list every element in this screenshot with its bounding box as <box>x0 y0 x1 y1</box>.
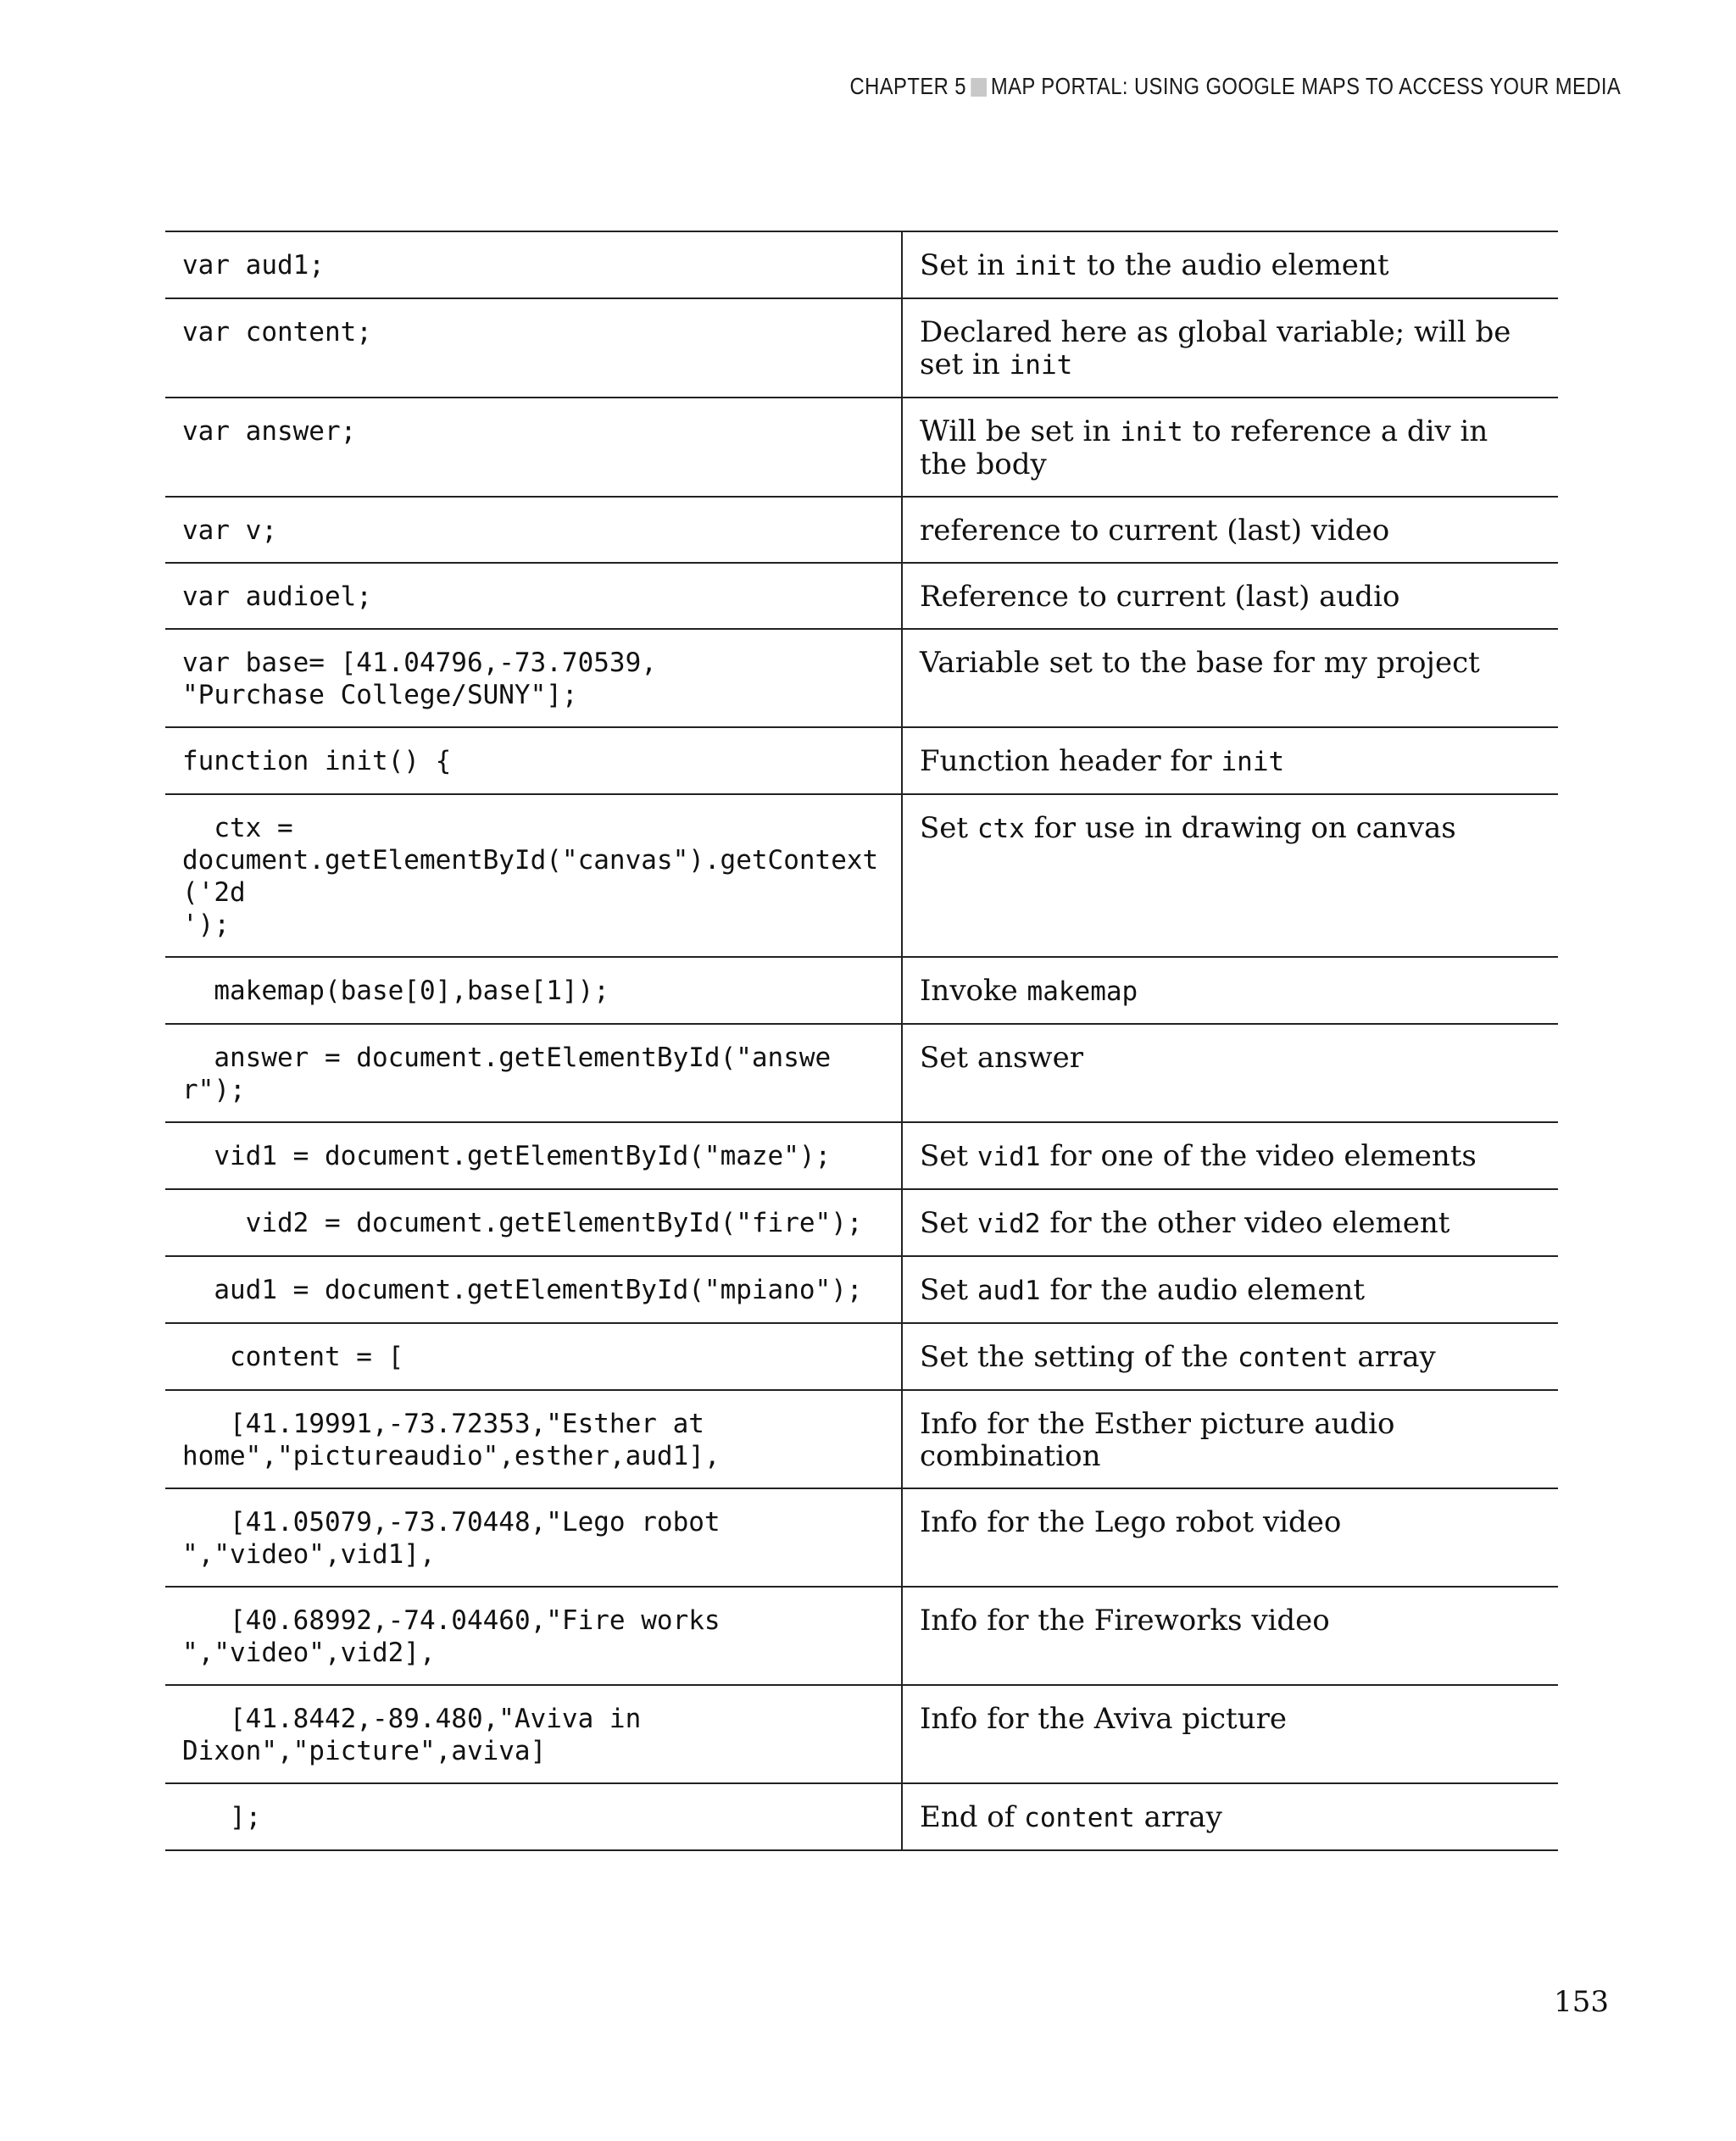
code-cell: [40.68992,-74.04460,"Fire works ","video",vid2], <box>165 1587 902 1685</box>
code-cell: function init() { <box>165 727 902 794</box>
description-text: Set the setting of the <box>920 1340 1238 1374</box>
description-text: to the audio element <box>1077 248 1389 282</box>
inline-code: init <box>1009 350 1073 381</box>
table-body <box>165 231 1558 1850</box>
description-text: Will be set in <box>920 414 1121 448</box>
code-cell: aud1 = document.getElementById("mpiano"); <box>165 1256 902 1323</box>
table-row <box>165 298 1558 398</box>
table-row <box>165 1783 1558 1850</box>
description-text: Function header for <box>920 744 1221 778</box>
inline-code: content <box>1024 1803 1135 1833</box>
description-text: Info for the Aviva picture <box>920 1702 1287 1736</box>
code-cell: content = [ <box>165 1323 902 1390</box>
description-text: array <box>1348 1340 1436 1374</box>
inline-code: makemap <box>1027 976 1138 1007</box>
description-cell <box>902 957 1558 1024</box>
table-row <box>165 231 1558 298</box>
inline-code: aud1 <box>976 1276 1041 1306</box>
description-cell <box>902 1587 1558 1685</box>
page-number: 153 <box>1554 1985 1609 2019</box>
description-text: Info for the Lego robot video <box>920 1505 1342 1539</box>
table-row <box>165 1189 1558 1256</box>
description-cell <box>902 1323 1558 1390</box>
description-text: Set <box>920 1206 977 1240</box>
description-text: Info for the Fireworks video <box>920 1604 1330 1638</box>
description-cell <box>902 1390 1558 1488</box>
description-cell <box>902 563 1558 629</box>
description-text: Set answer <box>920 1041 1083 1075</box>
code-cell: ctx = document.getElementById("canvas").getContext('2d '); <box>165 794 902 957</box>
inline-code: content <box>1237 1343 1349 1373</box>
chapter-label: CHAPTER 5 <box>849 73 966 99</box>
separator-square-icon <box>971 78 987 97</box>
table-row <box>165 1587 1558 1685</box>
running-header <box>849 73 1621 100</box>
description-text: for the audio element <box>1040 1273 1366 1307</box>
code-cell: [41.19991,-73.72353,"Esther at home","pictureaudio",esther,aud1], <box>165 1390 902 1488</box>
table-row <box>165 497 1558 563</box>
description-cell <box>902 497 1558 563</box>
description-text: Reference to current (last) audio <box>920 580 1400 614</box>
code-cell: var v; <box>165 497 902 563</box>
description-text: array <box>1134 1800 1222 1834</box>
description-cell <box>902 1685 1558 1783</box>
description-text: Invoke <box>920 974 1027 1008</box>
table-row <box>165 1122 1558 1189</box>
code-cell: [41.05079,-73.70448,"Lego robot ","video",vid1], <box>165 1488 902 1587</box>
code-cell: var answer; <box>165 398 902 497</box>
description-text: to reference a div in the body <box>920 414 1488 481</box>
table-row <box>165 727 1558 794</box>
code-cell: var content; <box>165 298 902 398</box>
table-row <box>165 1685 1558 1783</box>
inline-code: init <box>1120 417 1183 448</box>
description-text: Set in <box>920 248 1015 282</box>
code-cell: ]; <box>165 1783 902 1850</box>
code-cell: vid2 = document.getElementById("fire"); <box>165 1189 902 1256</box>
table-row <box>165 794 1558 957</box>
code-cell: vid1 = document.getElementById("maze"); <box>165 1122 902 1189</box>
description-text: Set <box>920 1273 977 1307</box>
chapter-title: MAP PORTAL: USING GOOGLE MAPS TO ACCESS YOUR MEDIA <box>990 73 1621 99</box>
table-row <box>165 1488 1558 1587</box>
inline-code: vid1 <box>976 1142 1041 1172</box>
table-row <box>165 1390 1558 1488</box>
description-text: Set <box>920 811 977 845</box>
description-cell <box>902 398 1558 497</box>
description-text: Variable set to the base for my project <box>920 646 1480 680</box>
description-cell <box>902 727 1558 794</box>
inline-code: init <box>1221 747 1285 777</box>
description-text: reference to current (last) video <box>920 514 1390 548</box>
description-cell <box>902 1256 1558 1323</box>
description-text: Set <box>920 1139 977 1173</box>
description-cell <box>902 1189 1558 1256</box>
description-cell <box>902 1122 1558 1189</box>
description-text: Declared here as global variable; will be set in <box>920 315 1511 381</box>
description-cell <box>902 1488 1558 1587</box>
description-cell <box>902 1024 1558 1122</box>
description-text: for use in drawing on canvas <box>1024 811 1456 845</box>
description-cell <box>902 1783 1558 1850</box>
code-cell: var aud1; <box>165 231 902 298</box>
inline-code: init <box>1014 251 1078 281</box>
code-cell: var base= [41.04796,-73.70539, "Purchase College/SUNY"]; <box>165 629 902 727</box>
table-row <box>165 629 1558 727</box>
code-cell: makemap(base[0],base[1]); <box>165 957 902 1024</box>
description-text: for the other video element <box>1040 1206 1450 1240</box>
inline-code: vid2 <box>976 1209 1041 1239</box>
description-cell <box>902 298 1558 398</box>
code-explanation-table <box>165 231 1558 1851</box>
code-cell: [41.8442,-89.480,"Aviva in Dixon","picture",aviva] <box>165 1685 902 1783</box>
description-text: End of <box>920 1800 1025 1834</box>
description-text: for one of the video elements <box>1040 1139 1477 1173</box>
table-row <box>165 1024 1558 1122</box>
description-cell <box>902 629 1558 727</box>
code-cell: answer = document.getElementById("answer"); <box>165 1024 902 1122</box>
table-row <box>165 398 1558 497</box>
description-text: Info for the Esther picture audio combination <box>920 1407 1395 1473</box>
inline-code: ctx <box>976 814 1025 844</box>
table-row <box>165 563 1558 629</box>
table-row <box>165 1323 1558 1390</box>
code-cell: var audioel; <box>165 563 902 629</box>
description-cell <box>902 231 1558 298</box>
table-row <box>165 957 1558 1024</box>
description-cell <box>902 794 1558 957</box>
table-row <box>165 1256 1558 1323</box>
